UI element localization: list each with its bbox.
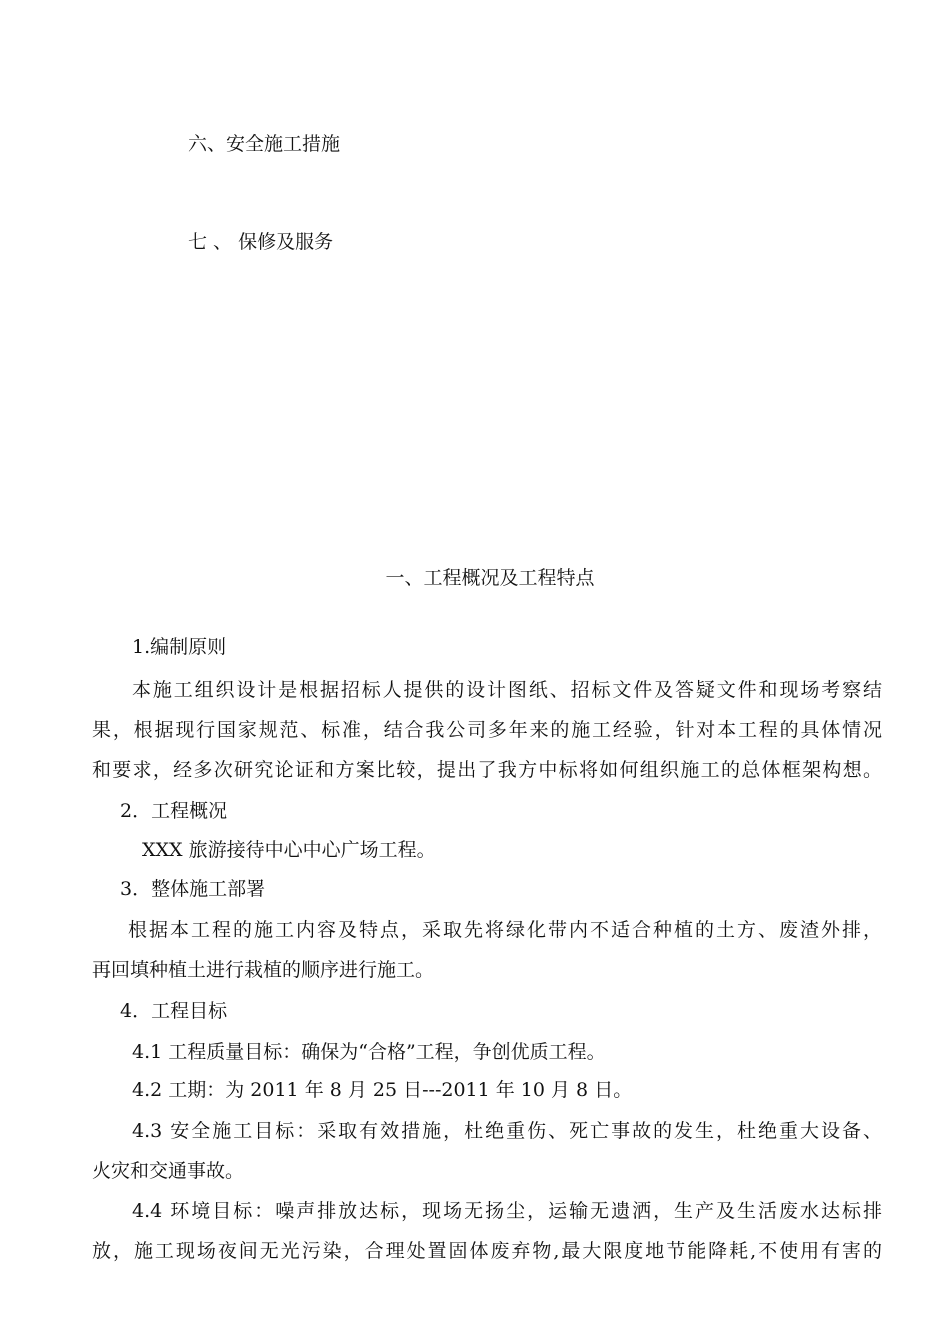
toc-item-6: 六、安全施工措施 — [188, 133, 341, 155]
paragraph-line: 根据本工程的施工内容及特点，采取先将绿化带内不适合种植的土方、废渣外排， — [128, 919, 882, 941]
section-title: 一、工程概况及工程特点 — [385, 567, 595, 589]
section-3-heading: 3．整体施工部署 — [120, 878, 266, 900]
paragraph-line: 4.3 安全施工目标：采取有效措施，杜绝重伤、死亡事故的发生，杜绝重大设备、 — [132, 1120, 882, 1142]
paragraph-line: 4.4 环境目标：噪声排放达标，现场无扬尘，运输无遗洒，生产及生活废水达标排 — [132, 1200, 882, 1222]
paragraph-line: 果，根据现行国家规范、标准，结合我公司多年来的施工经验，针对本工程的具体情况 — [92, 719, 882, 741]
paragraph-line: 放，施工现场夜间无光污染，合理处置固体废弃物,最大限度地节能降耗,不使用有害的 — [92, 1240, 882, 1262]
paragraph-line: 和要求，经多次研究论证和方案比较，提出了我方中标将如何组织施工的总体框架构想。 — [92, 759, 882, 781]
paragraph-line: 4.2 工期：为 2011 年 8 月 25 日---2011 年 10 月 8 日。 — [132, 1079, 633, 1101]
paragraph-line: 火灾和交通事故。 — [92, 1160, 245, 1182]
section-1-heading: 1.编制原则 — [132, 636, 227, 658]
toc-item-7: 七 、 保修及服务 — [188, 231, 334, 253]
paragraph-line: 4.1 工程质量目标：确保为“合格”工程，争创优质工程。 — [132, 1041, 606, 1063]
section-4-heading: 4．工程目标 — [120, 1000, 228, 1022]
section-2-heading: 2．工程概况 — [120, 800, 228, 822]
paragraph-line: 再回填种植土进行栽植的顺序进行施工。 — [92, 959, 435, 981]
paragraph-line: XXX 旅游接待中心中心广场工程。 — [142, 839, 436, 861]
paragraph-line: 本施工组织设计是根据招标人提供的设计图纸、招标文件及答疑文件和现场考察结 — [132, 679, 882, 701]
